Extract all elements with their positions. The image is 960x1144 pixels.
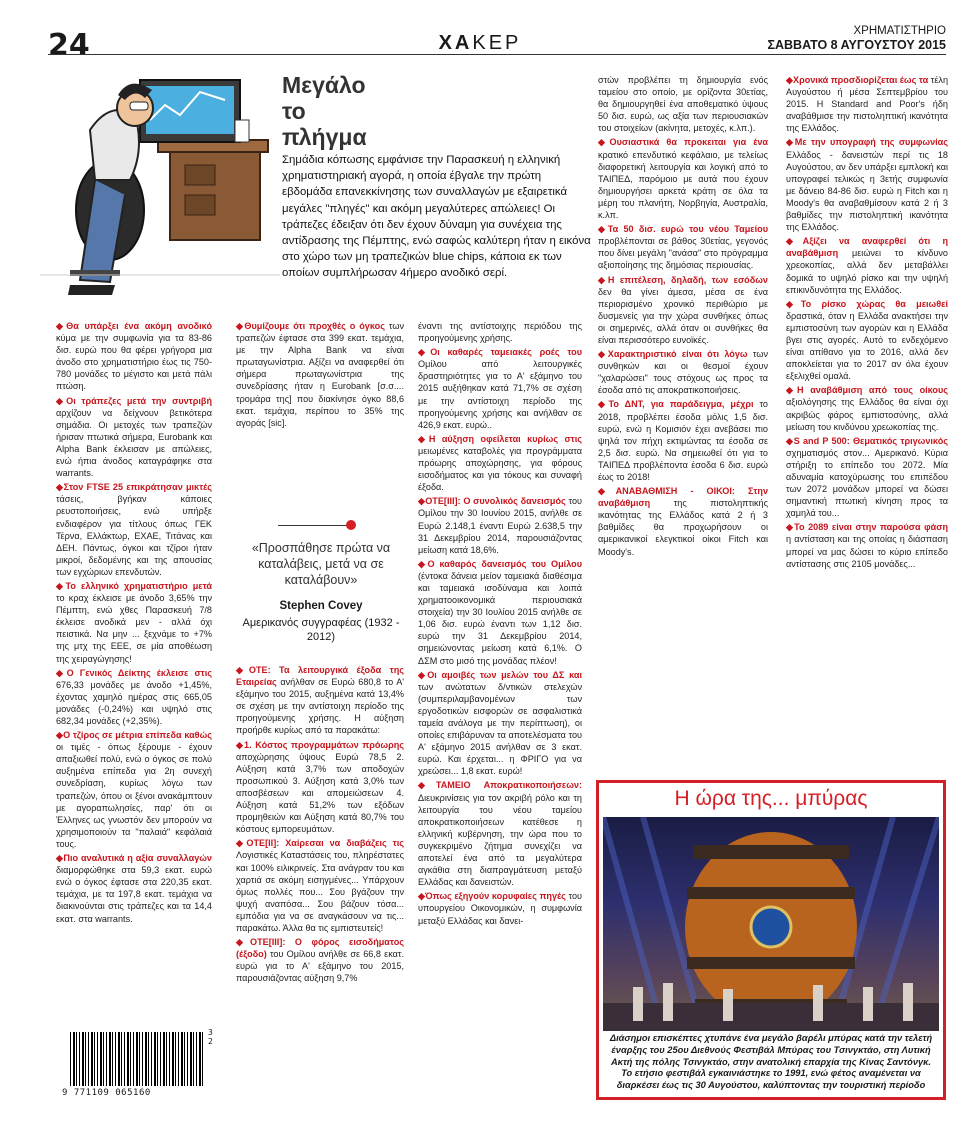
- paragraph-text: του Ομίλου την 30 Ιουνίου 2015, ανήλθε σε Ευρώ 2.148,1 έναντι Ευρώ 2.638,5 την 31 Δεκεμβρίου 2014, παρουσιάζοντας μείωση κατά 18,6%.: [418, 496, 582, 555]
- paragraph-lead-in: ◆ Αξίζει να αναφερθεί ότι η αναβάθμιση: [786, 236, 948, 258]
- article-paragraph: [236, 936, 404, 984]
- paragraph-text: αρχίζουν να δείχνουν βετικότερα σημάδια. Οι μετοχές των τραπεζών ήρισαν πτωτικά σήμερα, Eurobank και Alpha Bank έκλεισαν με απώλειες, ενώ ήπια άνοδος καταγράφηκε στα warrants.: [56, 407, 212, 479]
- paragraph-lead-in: ◆ Πιο αναλυτικά η αξία συναλλαγών: [56, 853, 212, 863]
- paragraph-lead-in: ◆ Η αύξηση οφείλεται κυρίως στις: [418, 434, 582, 444]
- article-paragraph: [418, 495, 582, 555]
- feature-caption: Διάσημοι επισκέπτες χτυπάνε ένα μεγάλο βαρέλι μπύρας κατά την τελετή έναρξης του 25ου Διεθνούς Φεστιβάλ Μπύρας του Τσινγκτάο, στη Λυτική Ακτή της πόλης Τσινγκτάο, στην ανατολική επαρχία της Κίνας Σαντόνγκ. Το ετήσιο φεστιβάλ εγκαινιάστηκε το 1991, ενώ φέτος αναμένεται να διαρκέσει έως τις 30 Αυγούστου, καλύπτοντας την τουριστική περίοδο: [609, 1033, 933, 1091]
- text-column-5: [786, 74, 948, 572]
- article-paragraph: [56, 580, 212, 665]
- paragraph-lead-in: ◆ Στον FTSE 25 επικράτησαν μικτές: [56, 482, 212, 492]
- paragraph-text: διαμορφώθηκε στα 59,3 εκατ. ευρώ ενώ ο όγκος έφτασε στα 220,35 εκατ. τεμάχια, με τα 197,8 εκατ. τεμάχια να διακινούνται στις τράπεζες και τα 14,4 εκατ. στα warrants.: [56, 865, 212, 924]
- article-paragraph: [598, 223, 768, 271]
- paragraph-lead-in: ◆ ΟΤΕ: Τα λειτουργικά έξοδα της Εταιρείας: [236, 665, 404, 687]
- article-paragraph: [786, 435, 948, 520]
- paragraph-text: ανήλθαν σε Ευρώ 680,8 το Α' εξάμηνο του 2015, αυξημένα κατά 13,4% σε σχέση με την αντίστοιχη περίοδο της προηγούμενης χρήσης. Η αύξηση προήρθε κυρίως από τα παρακάτω:: [236, 677, 404, 736]
- paragraph-text: δεν θα γίνει άμεσα, μέσα σε ένα περιορισμένο χρονικό περιθώριο με δυσμενείς για την χώρα συνθήκες όπως οι σημερινές, αλλά όταν οι συνθήκες θα είναι περισσότερο ευνοϊκές.: [598, 286, 768, 345]
- article-paragraph: [418, 433, 582, 493]
- paragraph-text: Ομίλου από λειτουργικές δραστηριότητες για το Α' εξάμηνο του 2015 αυξήθηκαν κατά 71,7% σε σχέση με την αντίστοιχη περίοδο της προηγούμενης χρήσης και ανήλθαν σε 426,9 εκατ. ευρώ..: [418, 359, 582, 430]
- section-title-bold: ΧΑ: [438, 32, 473, 54]
- headline-line: το: [282, 98, 306, 124]
- quote-box: [238, 512, 404, 662]
- quote-author-role: Αμερικανός συγγραφέας (1932 - 2012): [242, 617, 400, 643]
- paragraph-text: αποχώρησης ύψους Ευρώ 78,5 2. Αύξηση κατά 3,7% των αποδοχών προσωπικού 3. Αύξηση κατά 3,0% των αποσβέσεων και απομειώσεων 4. Αύξηση κατά 51,2% των εξόδων προμηθειών και Αύξηση κατά 80,7% του κόστους εμπορευμάτων.: [236, 751, 404, 835]
- paragraph-lead-in: ◆ Η επιτέλεση, δηλαδή, των εσόδων: [598, 275, 768, 285]
- feature-title: Η ώρα της... μπύρας: [674, 787, 868, 810]
- paragraph-lead-in: ◆ ΟΤΕ[ΙΙ]: Χαίρεσαι να διαβάζεις τις: [236, 838, 404, 848]
- article-paragraph: [598, 348, 768, 396]
- quote-author: Stephen Covey: [279, 600, 363, 612]
- paragraph-text: αξιολόγησης της Ελλάδος θα είναι όχι ακριβώς φάρος εμπιστοσύνης, αλλά μείωση του κινδύνου χρεωκοπίας της.: [786, 397, 948, 432]
- text-column-1: [56, 320, 212, 927]
- paragraph-text: τάσεις, βγήκαν κάποιες ρευστοποιήσεις, ενώ υπήρξε ενδιαφέρον για τίτλους όπως ΓΕΚ Τέρνα, Ελλάκτωρ, ΕΧΑΕ, Τιτάνας και ΔΕΗ. Πάντως, όγκοι και τζίροι ήταν μικροί, δεδομένης και της απουσίας των εγχώριων επενδυτών.: [56, 494, 212, 577]
- article-paragraph: [418, 320, 582, 344]
- text-column-3: [418, 320, 582, 929]
- article-paragraph: [236, 837, 404, 934]
- article-paragraph: [598, 274, 768, 347]
- publication-block: [768, 24, 947, 52]
- paragraph-lead-in: ◆ Οι τράπεζες μετά την συντριβή: [56, 396, 212, 406]
- article-headline: [282, 72, 482, 150]
- paragraph-lead-in: ◆ Το ρίσκο χώρας θα μειωθεί: [786, 299, 948, 309]
- paragraph-text: δραστικά, όταν η Ελλάδα ανακτήσει την εμπιστοσύνη των αγορών και η Ελλάδα βγει στις αγορές. Αυτό το ενδεχόμενο είναι απίθανο για το 2016, αλλά δεν αποκλείεται για το 2017 αν όλα έχουν εξελιχθεί ομαλά.: [786, 310, 948, 382]
- barcode: [62, 1028, 213, 1098]
- article-paragraph: [786, 298, 948, 383]
- quote-pin-icon: [346, 520, 356, 530]
- paragraph-lead-in: ◆ Το ΔΝΤ, για παράδειγμα, μέχρι: [598, 399, 753, 409]
- article-paragraph: [786, 384, 948, 432]
- article-paragraph: [56, 852, 212, 925]
- article-paragraph: [56, 667, 212, 727]
- paragraph-text: Λογιστικές Καταστάσεις του, πληρέστατες και 100% ειλικρινείς. Στα ανάγραν του και χαρτιά σε ακόμη εισηγμένες... Υπάρχουν όμως πολλές που... Σου βγάζουν την ψυχή αναπόσα... Σου βάζουν τόσα... εμπόδια για να σε αναγκάσουν να τις... παρακάτω. Άλλα θα τις εμπιστευτείς!: [236, 850, 404, 933]
- paragraph-lead-in: ◆ Τα 50 δισ. ευρώ του νέου Ταμείου: [598, 224, 768, 234]
- paragraph-text: Διευκρινίσεις για τον ακριβή ρόλο και τη λειτουργία του νέου ταμείου αποκρατικοποιήσεων κατέθεσε η ελληνική κυβέρνηση, την ώρα που το συγκεκριμένο ζήτημα συνεχίζει να αποτελεί ένα από τα μεγαλύτερα αγκάθια στη διαπραγμάτευση μεταξύ Ελλάδας και δανειστών.: [418, 792, 582, 888]
- paragraph-text: των τραπεζών έφτασε στα 399 εκατ. τεμάχια, με την Alpha Bank να είναι πρωταγωνίστρια. Αξίζει να αναφερθεί ότι σήμερα πρωταγωνίστρια της συνεδρίασης ήταν η Eurobank [σ.σ.... τρομάρα της] που διακίνησε όγκο 88,6 εκατ. τεμάχια, περίπου το 35% της αγοράς [sic].: [236, 321, 404, 428]
- barcode-digits: 9 771109 065160: [62, 1088, 151, 1098]
- article-paragraph: [598, 398, 768, 483]
- article-paragraph: [598, 136, 768, 221]
- paragraph-lead-in: ◆ Όπως εξηγούν κορυφαίες πηγές: [418, 891, 566, 901]
- paragraph-text: των ανώτατων δ/ντικών στελεχών (συμπεριλαμβανομένων των εργοδοτικών εισφορών σε ασφαλιστικά ταμεία ανάλογα με την περίπτωση), οι οποίες επιβάρυναν τα αποτελέσματα του Α' εξάμηνο 2015 ανήλθαν σε 3 εκατ. ευρώ. Και έρχεται... η ΦΡΙΓΟ για να χρεώσει... 1,8 εκατ. ευρώ!: [418, 681, 582, 777]
- article-lead: Σημάδια κόπωσης εμφάνισε την Παρασκευή η ελληνική χρηματιστηριακή αγορά, η οποία έβγαλε την πρώτη εβδομάδα επανεκκίνησης των συναλλαγών με εξαιρετικά μεγάλες "πληγές" και ακόμη μεγαλύτερες απώλειες! Οι τράπεζες έδειξαν ότι δεν έχουν δύναμη για συνέχεια της αντίδρασης της Πέμπτης, ενώ σαφώς καλύτερη ήταν η εικόνα στο χώρο των μη τραπεζικών blue chips, κάποια εκ των οποίων συμπλήρωσαν 4ήμερο ανοδικό σερί.: [282, 154, 591, 280]
- paragraph-text: 676,33 μονάδες με άνοδο +1,45%, έχοντας χαμηλό ημέρας στις 665,05 μονάδες (-0,24%) και υψηλό στις 682,34 μονάδες (+2,35%).: [56, 679, 212, 726]
- article-paragraph: [786, 136, 948, 233]
- beer-barrel-image: [603, 817, 939, 1031]
- paragraph-lead-in: ◆ Η αναβάθμιση από τους οίκους: [786, 385, 948, 395]
- headline-line: Μεγάλο: [282, 72, 366, 98]
- barcode-issue: 3 2: [208, 1028, 213, 1046]
- header-rule: [48, 54, 946, 55]
- article-paragraph: [418, 890, 582, 926]
- article-paragraph: [418, 558, 582, 667]
- paragraph-lead-in: ◆ Ο καθαρός δανεισμός του Ομίλου: [418, 559, 582, 569]
- paragraph-text: κύμα με την συμφωνία για τα 83-86 δισ. ευρώ που θα φέρει γρήγορα μια άνοδο στο χρηματιστήριο έως τις 750-780 μονάδες το μέγιστο και μετά πάλι πτώση.: [56, 333, 212, 392]
- article-paragraph: [56, 729, 212, 850]
- page-number: 24: [48, 28, 90, 63]
- paragraph-text: το 2018, προβλέπει έσοδα μόλις 1,5 δισ. ευρώ, ενώ η Κομισιόν έχει ανεβάσει πιο ψηλά τον πήχη εκτιμώντας τα έσοδα σε 2,5 δισ. ευρώ. Να σημειωθεί ότι για το ΤΑΙΠΕΔ προβλέποντα έσοδα 6 δισ. ευρώ έως το 2018!: [598, 399, 768, 482]
- article-paragraph: [56, 395, 212, 480]
- text-column-4: [598, 74, 768, 560]
- article-paragraph: [236, 320, 404, 429]
- paragraph-text: μειωμένες καταβολές για προγράμματα πρόωρης αποχώρησης, για φόρους εισοδήματος και για τόκους και συναφή έξοδα.: [418, 445, 582, 493]
- text-column-2: [236, 320, 404, 431]
- beer-barrel-photo: [603, 817, 939, 1031]
- paragraph-lead-in: ◆ Το ελληνικό χρηματιστήριο μετά: [56, 581, 212, 591]
- headline-line: πλήγμα: [282, 124, 367, 150]
- paragraph-text: το κραχ έκλεισε με άνοδο 3,65% την Πέμπτη, ενώ χθες Παρασκευή 7/8 έκλεισε ανοδικά μεν - αλλά όχι πειστικά. Να μην ... ξεχνάμε το +7% της μτχ της ΕΕΕ, σε μία αποθέωση της χειραγώγησης!: [56, 593, 212, 664]
- paragraph-text: κρατικό επενδυτικό κεφάλαιο, με τελείως διαφορετική λειτουργία και λογική από το ΤΑΙΠΕΔ, παρόμοιο με αυτά που έχουν δημιουργήσει αρκετά κράτη σε όλα τα μέρη του πλανήτη, Νορβηγία, Αυστραλία, κ.λπ.: [598, 149, 768, 221]
- paragraph-text: (έντοκα δάνεια μείον ταμειακά διαθέσιμα και ταμειακά ισοδύναμα και λοιπά χρηματοοικονομικά περιουσιακά στοιχεία) την 30 Ιουλίου 2015 ανήλθε σε 1,06 δισ. ευρώ έναντι των 1,12 δισ. ευρώ την 31 Δεκεμβρίου 2014, σημειώνοντας μείωση κατά 6,1%. Ο ΔΣΜ στο μισό της μονάδας πλέον!: [418, 570, 582, 666]
- beer-feature-box: [596, 780, 946, 1100]
- paragraph-text: μειώνει το κίνδυνο χρεοκοπίας, αλλά δεν μεταβάλλει δομικά το υψηλό ρίσκο και την υψηλή επικινδυνότητα της Ελλάδος.: [786, 248, 948, 295]
- paragraph-lead-in: ◆ Οι καθαρές ταμειακές ροές του: [418, 347, 582, 357]
- article-paragraph: [236, 739, 404, 836]
- paragraph-lead-in: ◆ Ο τζίρος σε μέτρια επίπεδα καθώς: [56, 730, 212, 740]
- paragraph-text: του Ομίλου ανήλθε σε 66,8 εκατ. ευρώ για το Α' εξάμηνο του 2015, παρουσιάζοντας αύξηση 9,7%: [236, 949, 405, 984]
- article-paragraph: [56, 320, 212, 393]
- article-paragraph: [418, 669, 582, 778]
- paragraph-text: προβλέπονται σε βάθος 30ετίας, γεγονός που δίνει μεγάλη "ανάσα" στο πρόγραμμα αξιοποίησης της δημόσιας περιουσίας.: [598, 236, 768, 271]
- barcode-bars: [70, 1032, 204, 1086]
- paragraph-lead-in: ◆ ΤΑΜΕΙΟ Αποκρατικοποιήσεων:: [418, 780, 582, 790]
- paragraph-text: σχηματισμός στον... Αμερικανό. Κύρια στήριξη το επίπεδο του 2072. Μία αδυναμία κατοχύρωσης του επιπέδου των 2072 μονάδων μπορεί να δώσει σημαντική πτωτική κίνηση προς τα χαμηλά του...: [786, 447, 948, 519]
- paragraph-lead-in: ◆ Θα υπάρξει ένα ακόμη ανοδικό: [56, 321, 212, 331]
- publication-name: ΧΡΗΜΑΤΙΣΤΗΡΙΟ: [853, 25, 946, 37]
- paragraph-lead-in: ◆ ΟΤΕ[ΙΙΙ]: Ο φόρος εισοδήματος (έξοδο): [236, 937, 404, 959]
- paragraph-text: η αντίσταση και της οποίας η διάσπαση μπορεί να μας δώσει το κύριο επίπεδο αντίστασης στις 2105 μονάδες...: [786, 534, 948, 569]
- paragraph-text: Ελλάδος - δανειστών περί τις 18 Αυγούστου, αν δεν υπάρξει εμπλοκή και υπογραφεί τελικώς η 3ετής συμφωνία με δάνειο 84-86 δισ. ευρώ η Fitch και η Moody's θα αναβαθμίσουν κατά 2 ή 3 βαθμίδες την πιστοληπτική ικανότητα της Ελλάδος.: [786, 149, 948, 233]
- trader-illustration: [40, 60, 280, 310]
- article-paragraph: [418, 346, 582, 431]
- paragraph-text: στών προβλέπει τη δημιουργία ενός ταμείου στο οποίο, με ορίζοντα 30ετίας, θα δημιουργηθεί ένα αποθεματικό ύψους 50 δισ. ευρώ, ως αξία των περιουσιακών του στοιχείων (ακίνητα, μετοχές, κ.λπ.).: [598, 75, 768, 134]
- article-paragraph: [786, 235, 948, 295]
- section-title-light: ΚΕΡ: [472, 32, 522, 54]
- paragraph-text: οι τιμές - όπως ξέρουμε - έχουν απαξιωθεί πολύ, ενώ ο όγκος σε πολύ αυξημένα επίπεδα για 2η συνεχή συνεδρίαση, κυρίως λόγω των τραπεζών, όπου οι ξένοι ανακάμπτουν με αγοραπωλησίες, παρ' ότι οι Έλληνες ως γνωστόν δεν μπορούν να χρησιμοποιούν τα "παλαιά" κεφάλαιά τους.: [56, 742, 212, 849]
- article-paragraph: [236, 664, 404, 737]
- paragraph-lead-in: ◆ Ουσιαστικά θα προκειται για ένα: [598, 137, 768, 147]
- paragraph-lead-in: ◆ Χρονικά προσδιορίζεται έως τα: [786, 75, 928, 85]
- paragraph-text: τέλη Αυγούστου ή μέσα Σεπτεμβρίου του 2015. Η Standard and Poor's ήδη αναβάθμισε την πιστοληπτική ικανότητα της Ελλάδος.: [786, 75, 949, 134]
- paragraph-text: της πιστοληπτικής ικανότητας της Ελλάδος κατά 2 ή 3 βαθμίδες θα προχωρήσουν οι αμερικανικοί ελεγκτικοί οίκοι Fitch και Moody's.: [598, 498, 768, 557]
- article-paragraph: [786, 74, 948, 134]
- paragraph-lead-in: ◆ 1. Κόστος προγραμμάτων πρόωρης: [236, 740, 404, 750]
- article-paragraph: [786, 521, 948, 569]
- paragraph-lead-in: ◆ Θυμίζουμε ότι προχθές ο όγκος: [236, 321, 385, 331]
- paragraph-lead-in: ◆ ΟΤΕ[ΙΙΙ]: Ο συνολικός δανεισμός: [418, 496, 566, 506]
- paragraph-lead-in: ◆ S and P 500: Θεματικός τριγωνικός: [786, 436, 948, 446]
- article-paragraph: [598, 485, 768, 558]
- paragraph-lead-in: ◆ Το 2089 είναι στην παρούσα φάση: [786, 522, 948, 532]
- paragraph-lead-in: ◆ Οι αμοιβές των μελών του ΔΣ και: [418, 670, 582, 680]
- paragraph-lead-in: ◆ Ο Γενικός Δείκτης έκλεισε στις: [56, 668, 212, 678]
- paragraph-text: έναντι της αντίστοιχης περιόδου της προηγούμενης χρήσης.: [418, 321, 582, 344]
- quote-text: «Προσπάθησε πρώτα να καταλάβεις, μετά να σε καταλάβουν»: [251, 541, 391, 587]
- paragraph-lead-in: ◆ ΑΝΑΒΑΘΜΙΣΗ - ΟΙΚΟΙ: Στην αναβάθμιση: [598, 486, 768, 508]
- paragraph-lead-in: ◆ Με την υπογραφή της συμφωνίας: [786, 137, 948, 147]
- text-column-2-lower: [236, 664, 404, 986]
- publication-date: ΣΑΒΒΑΤΟ 8 ΑΥΓΟΥΣΤΟΥ 2015: [767, 38, 946, 52]
- article-paragraph: [56, 481, 212, 578]
- paragraph-text: των συνθηκών και οι θεσμοί έχουν "χαλαρώσει" τους στόχους ως προς τα έσοδα από τις αποκρατικοποιήσεις.: [598, 349, 769, 396]
- paragraph-text: του υπουργείου Οικονομικών, η συμφωνία μεταξύ Ελλάδας και δανει-: [418, 891, 582, 926]
- quote-pin-line: [278, 525, 352, 526]
- article-paragraph: [598, 74, 768, 134]
- paragraph-lead-in: ◆ Χαρακτηριστικό είναι ότι λόγω: [598, 349, 748, 359]
- article-paragraph: [418, 779, 582, 888]
